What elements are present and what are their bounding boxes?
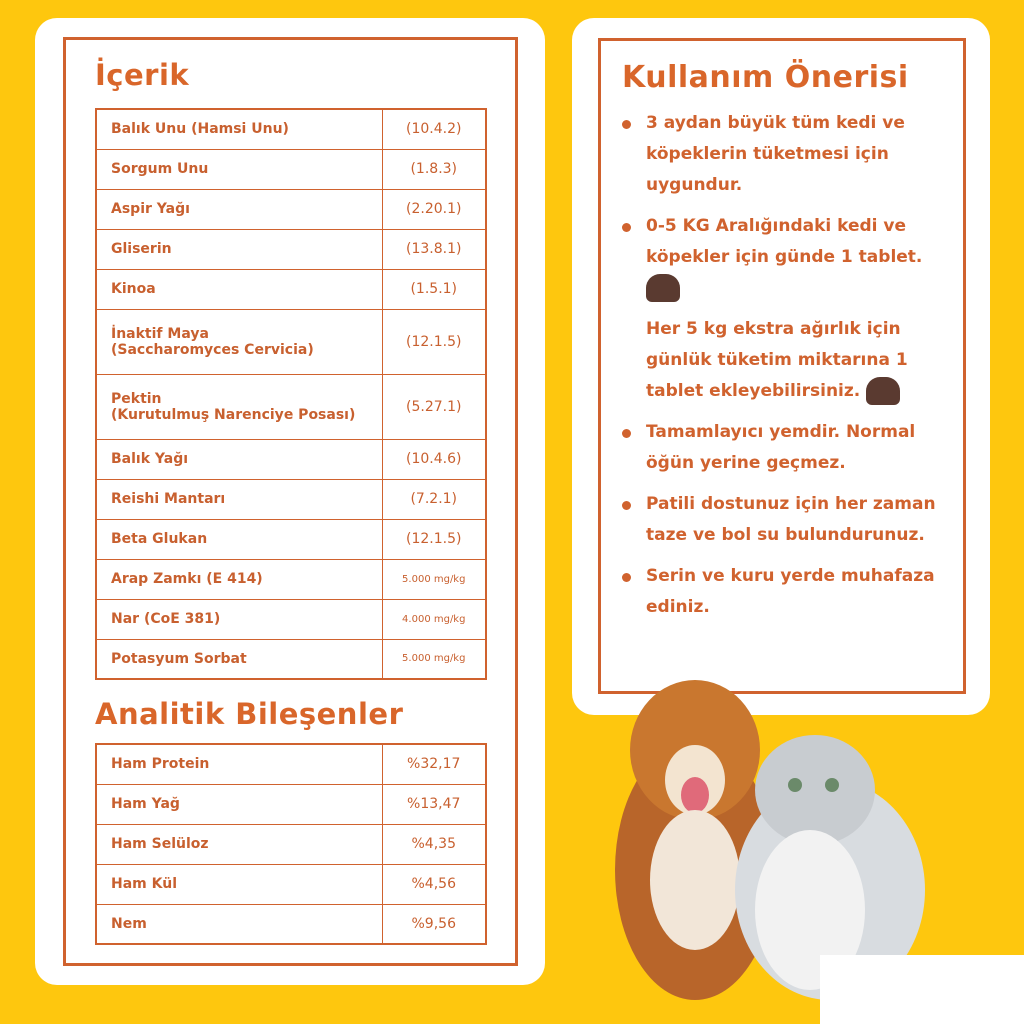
row-value: %4,35 bbox=[382, 824, 486, 864]
row-label bbox=[96, 744, 382, 784]
table-row bbox=[96, 374, 486, 439]
bullet-icon bbox=[622, 120, 631, 129]
row-label bbox=[96, 374, 382, 439]
table-row bbox=[96, 189, 486, 229]
row-label bbox=[96, 189, 382, 229]
row-label bbox=[96, 269, 382, 309]
row-value: (12.1.5) bbox=[382, 309, 486, 374]
table-row bbox=[96, 864, 486, 904]
table-row bbox=[96, 439, 486, 479]
row-name: Gliserin bbox=[111, 241, 172, 257]
row-name: İnaktif Maya bbox=[111, 325, 209, 342]
bullet-icon bbox=[622, 429, 631, 438]
table-row bbox=[96, 109, 486, 149]
row-value: (1.8.3) bbox=[382, 149, 486, 189]
usage-item: Patili dostunuz için her zaman taze ve bol su bulundurunuz. bbox=[620, 489, 955, 551]
row-name: Pektin bbox=[111, 390, 162, 407]
row-value: 4.000 mg/kg bbox=[382, 599, 486, 639]
row-label bbox=[96, 149, 382, 189]
row-name: Aspir Yağı bbox=[111, 201, 190, 217]
table-row bbox=[96, 559, 486, 599]
row-name: Nar (CoE 381) bbox=[111, 611, 221, 627]
table-row bbox=[96, 519, 486, 559]
tablet-icon bbox=[866, 377, 900, 405]
row-name: Ham Kül bbox=[111, 876, 177, 892]
corner-patch bbox=[820, 955, 1024, 1024]
row-value: %4,56 bbox=[382, 864, 486, 904]
analytic-table bbox=[95, 743, 487, 945]
table-row bbox=[96, 599, 486, 639]
row-value: %9,56 bbox=[382, 904, 486, 944]
row-label bbox=[96, 784, 382, 824]
row-name: Nem bbox=[111, 915, 147, 932]
row-name: Ham Selüloz bbox=[111, 836, 209, 852]
row-value: (5.27.1) bbox=[382, 374, 486, 439]
table-row bbox=[96, 904, 486, 944]
row-label bbox=[96, 309, 382, 374]
row-label bbox=[96, 824, 382, 864]
analytic-title: Analitik Bileşenler bbox=[95, 697, 404, 731]
row-value: 5.000 mg/kg bbox=[382, 559, 486, 599]
row-value: (7.2.1) bbox=[382, 479, 486, 519]
bullet-icon bbox=[622, 223, 631, 232]
table-row bbox=[96, 824, 486, 864]
row-value: %32,17 bbox=[382, 744, 486, 784]
ingredients-title: İçerik bbox=[95, 58, 190, 92]
table-row bbox=[96, 149, 486, 189]
row-name: Arap Zamkı (E 414) bbox=[111, 571, 263, 587]
row-value: %13,47 bbox=[382, 784, 486, 824]
row-subtitle: (Saccharomyces Cervicia) bbox=[111, 341, 314, 358]
usage-item: 3 aydan büyük tüm kedi ve köpeklerin tüketmesi için uygundur. bbox=[620, 108, 955, 201]
row-label bbox=[96, 904, 382, 944]
row-name: Reishi Mantarı bbox=[111, 491, 226, 507]
table-row bbox=[96, 479, 486, 519]
row-subtitle: (Kurutulmuş Narenciye Posası) bbox=[111, 406, 356, 423]
row-name: Ham Protein bbox=[111, 756, 210, 773]
row-label bbox=[96, 864, 382, 904]
row-label bbox=[96, 559, 382, 599]
row-label bbox=[96, 599, 382, 639]
table-row bbox=[96, 744, 486, 784]
row-label bbox=[96, 639, 382, 679]
table-row bbox=[96, 229, 486, 269]
usage-item: Tamamlayıcı yemdir. Normal öğün yerine geçmez. bbox=[620, 417, 955, 479]
row-value: (12.1.5) bbox=[382, 519, 486, 559]
usage-item: 0-5 KG Aralığındaki kedi ve köpekler için günde 1 tablet. bbox=[620, 211, 955, 304]
row-value: (2.20.1) bbox=[382, 189, 486, 229]
row-value: (13.8.1) bbox=[382, 229, 486, 269]
row-value: (10.4.6) bbox=[382, 439, 486, 479]
row-label bbox=[96, 519, 382, 559]
usage-item: Her 5 kg ekstra ağırlık için günlük tüketim miktarına 1 tablet ekleyebilirsiniz. bbox=[620, 314, 955, 407]
row-name: Potasyum Sorbat bbox=[111, 650, 247, 667]
bullet-icon bbox=[622, 573, 631, 582]
table-row bbox=[96, 309, 486, 374]
usage-list bbox=[620, 108, 955, 633]
row-label bbox=[96, 439, 382, 479]
row-label bbox=[96, 229, 382, 269]
row-value: (1.5.1) bbox=[382, 269, 486, 309]
table-row bbox=[96, 639, 486, 679]
table-row bbox=[96, 269, 486, 309]
usage-item: Serin ve kuru yerde muhafaza ediniz. bbox=[620, 561, 955, 623]
row-name: Sorgum Unu bbox=[111, 161, 209, 177]
row-name: Kinoa bbox=[111, 281, 156, 297]
bullet-icon bbox=[622, 501, 631, 510]
row-name: Beta Glukan bbox=[111, 531, 208, 547]
tablet-icon bbox=[646, 274, 680, 302]
row-label bbox=[96, 479, 382, 519]
row-value: (10.4.2) bbox=[382, 109, 486, 149]
usage-title: Kullanım Önerisi bbox=[622, 60, 909, 95]
row-label bbox=[96, 109, 382, 149]
dog-and-cat-image bbox=[600, 670, 960, 1000]
row-name: Balık Yağı bbox=[111, 451, 189, 467]
row-name: Balık Unu (Hamsi Unu) bbox=[111, 121, 289, 138]
row-name: Ham Yağ bbox=[111, 796, 180, 812]
table-row bbox=[96, 784, 486, 824]
row-value: 5.000 mg/kg bbox=[382, 639, 486, 679]
ingredients-table bbox=[95, 108, 487, 680]
